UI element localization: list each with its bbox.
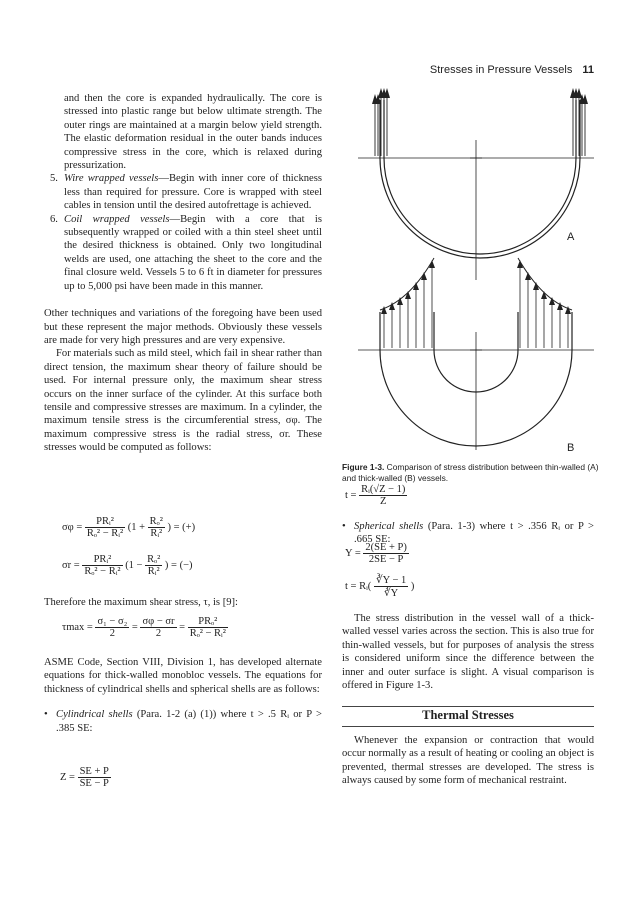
bullet-lead: Cylindrical shells xyxy=(56,709,133,721)
fraction-numerator: ∛Y − 1 xyxy=(375,575,407,586)
vessel-types-list xyxy=(44,172,322,293)
fraction-numerator: 2(SE + P) xyxy=(365,542,407,553)
fraction-denominator: 2 xyxy=(109,628,115,639)
fraction-denominator: Z xyxy=(380,496,387,507)
list-number: 5. xyxy=(50,173,58,185)
fraction-denominator: Rₒ² − Rᵢ² xyxy=(86,528,124,539)
fraction xyxy=(148,516,165,539)
section-heading-thermal-stresses: Thermal Stresses xyxy=(422,708,514,722)
asme-section xyxy=(44,656,322,735)
figure-label-b: B xyxy=(567,442,575,454)
section-rule-top xyxy=(342,706,594,707)
eq-sign: = xyxy=(179,621,186,633)
fraction-denominator: ∛Y xyxy=(383,588,399,599)
figure-label-a: A xyxy=(567,231,575,243)
fraction-numerator: PRᵢ² xyxy=(85,516,125,528)
list-item-text: —Begin with a core that is subsequently wrapped or coiled with a thin steel sheet until the desired thickness is obtained. Only two longitudinal welds are used, one attaching the sheet to the core and the final closure weld. Vessels 5 to 6 ft in diameter for pressures up to 5,000 psi have been made in this manner. xyxy=(64,213,322,292)
eq-lhs: τmax = xyxy=(62,621,93,633)
cylindrical-bullet xyxy=(44,708,322,735)
fraction-denominator: SE − P xyxy=(79,778,109,789)
section-rule-bottom xyxy=(342,726,594,727)
fraction xyxy=(145,554,162,577)
bullet-text: (Para. 1-3) where t > .356 Rᵢ or P > .665 SE: xyxy=(354,521,594,546)
eq-rhs: ) xyxy=(410,580,415,592)
equation-sigma-phi xyxy=(62,516,195,539)
header-title: Stresses in Pressure Vessels xyxy=(429,64,573,76)
fraction-numerator: σ₁ − σ₂ xyxy=(97,616,128,627)
eq-middle: (1 − xyxy=(125,559,143,571)
vessel-b-diagram xyxy=(358,258,594,450)
fraction-numerator: σφ − σr xyxy=(142,616,175,627)
eq-lhs: t = Rᵢ( xyxy=(345,580,372,592)
shear-intro-text: Therefore the maximum shear stress, τ, is [9]: xyxy=(44,597,239,608)
equation-t-sphere xyxy=(345,574,414,599)
eq-middle: (1 + xyxy=(127,521,146,533)
running-header xyxy=(430,64,594,76)
eq-lhs: t = xyxy=(345,489,357,501)
bullet-text: (Para. 1-2 (a) (1)) where t > .5 Rᵢ or P > .385 SE: xyxy=(56,709,322,734)
equation-z xyxy=(60,766,111,789)
eq-lhs: Y = xyxy=(345,547,361,559)
fraction xyxy=(374,574,408,599)
list-number: 6. xyxy=(50,213,58,225)
fraction xyxy=(78,766,111,789)
eq-rhs: ) = (+) xyxy=(167,521,196,533)
vessel-a-diagram xyxy=(358,88,594,280)
fraction-numerator: PRₒ² xyxy=(188,616,228,628)
list-item xyxy=(44,172,322,212)
list-item-lead: Coil wrapped vessels xyxy=(64,213,170,225)
fraction xyxy=(82,554,122,577)
fraction xyxy=(95,616,129,639)
eq-lhs: σφ = xyxy=(62,521,83,533)
fraction-numerator: PRᵢ² xyxy=(82,554,122,566)
left-column-text xyxy=(44,92,322,455)
intro-paragraph: and then the core is expanded hydraulically. The core is stressed into plastic range but below ultimate strength. The outer rings are maintained at a margin below yield strength. The elastic deformation residual in the outer bands induces compressive stress in the core, which is relaxed during pressurization. xyxy=(64,93,322,172)
fraction-denominator: Rᵢ² xyxy=(147,566,160,577)
fraction-numerator: SE + P xyxy=(79,766,109,777)
list-item xyxy=(44,213,322,293)
caption-text: Comparison of stress distribution between thin-walled (A) and thick-walled (B) vessels. xyxy=(342,462,599,483)
list-item-lead: Wire wrapped vessels xyxy=(64,173,159,185)
fraction-numerator: Rₒ² xyxy=(147,554,161,565)
page-number: 11 xyxy=(582,64,594,76)
fraction-denominator: Rₒ² − Rᵢ² xyxy=(189,628,226,639)
bullet-lead: Spherical shells xyxy=(354,521,424,532)
equation-y xyxy=(345,542,409,565)
eq-lhs: Z = xyxy=(60,771,75,783)
thermal-paragraph-block xyxy=(342,734,594,788)
shear-intro xyxy=(44,596,322,609)
fraction-numerator: Rₒ² xyxy=(149,516,163,527)
eq-sign: = xyxy=(131,621,138,633)
list-item-text: —Begin with inner core of thickness less than required for pressure. Core is wrapped with steel cables in tension until the desired autofrettage is achieved. xyxy=(64,173,322,212)
fraction xyxy=(85,516,125,539)
fraction-numerator: Rᵢ(√Z − 1) xyxy=(361,484,406,495)
fraction-denominator: Rᵢ² xyxy=(150,528,163,539)
thick-walled-paragraph-block xyxy=(342,612,594,692)
stress-distribution-paragraph: The stress distribution in the vessel wall of a thick-walled vessel varies across the section. This is also true for thin-walled vessels, but for purposes of analysis the stress is considered uniform since the difference between the inner and outer surface is slight. A visual comparison is offered in Figure 1-3. xyxy=(342,613,594,692)
caption-label: Figure 1-3. xyxy=(342,462,385,472)
equation-sigma-r xyxy=(62,554,193,577)
fraction xyxy=(359,484,407,507)
asme-paragraph: ASME Code, Section VIII, Division 1, has developed alternate equations for thick-walled monobloc vessels. The equations for thickness of cylindrical shells and spherical shells are as follows: xyxy=(44,657,322,695)
equation-tau-max xyxy=(62,616,228,639)
eq-lhs: σr = xyxy=(62,559,80,571)
figure-stress-distribution xyxy=(350,80,600,460)
techniques-paragraph: Other techniques and variations of the foregoing have been used but these represent the major methods. Obviously these vessels are made for very high pressures and are very expensive. xyxy=(44,308,322,346)
fraction-denominator: 2SE − P xyxy=(368,554,404,565)
fraction xyxy=(140,616,176,639)
shear-theory-paragraph: For materials such as mild steel, which fail in shear rather than direct tension, the maximum shear theory of failure should be used. For internal pressure only, the maximum shear stress occurs on the inner surface of the cylinder. At this surface both tensile and compressive stresses are maximum. In a cylinder, the maximum tensile stress is the circumferential stress, σφ. The maximum compressive stress is the radial stress, σr. These stresses would be computed as follows: xyxy=(44,348,322,454)
eq-rhs: ) = (−) xyxy=(164,559,193,571)
fraction xyxy=(188,616,228,639)
fraction-denominator: 2 xyxy=(155,628,162,639)
figure-caption xyxy=(342,462,600,483)
thermal-stresses-paragraph: Whenever the expansion or contraction that would occur normally as a result of heating or cooling an object is prevented, thermal stresses are developed. The stress is always caused by some form of mechanical restraint. xyxy=(342,735,594,787)
equation-t-cylinder xyxy=(345,484,407,507)
fraction-denominator: Rₒ² − Rᵢ² xyxy=(84,566,121,577)
fraction xyxy=(363,542,409,565)
